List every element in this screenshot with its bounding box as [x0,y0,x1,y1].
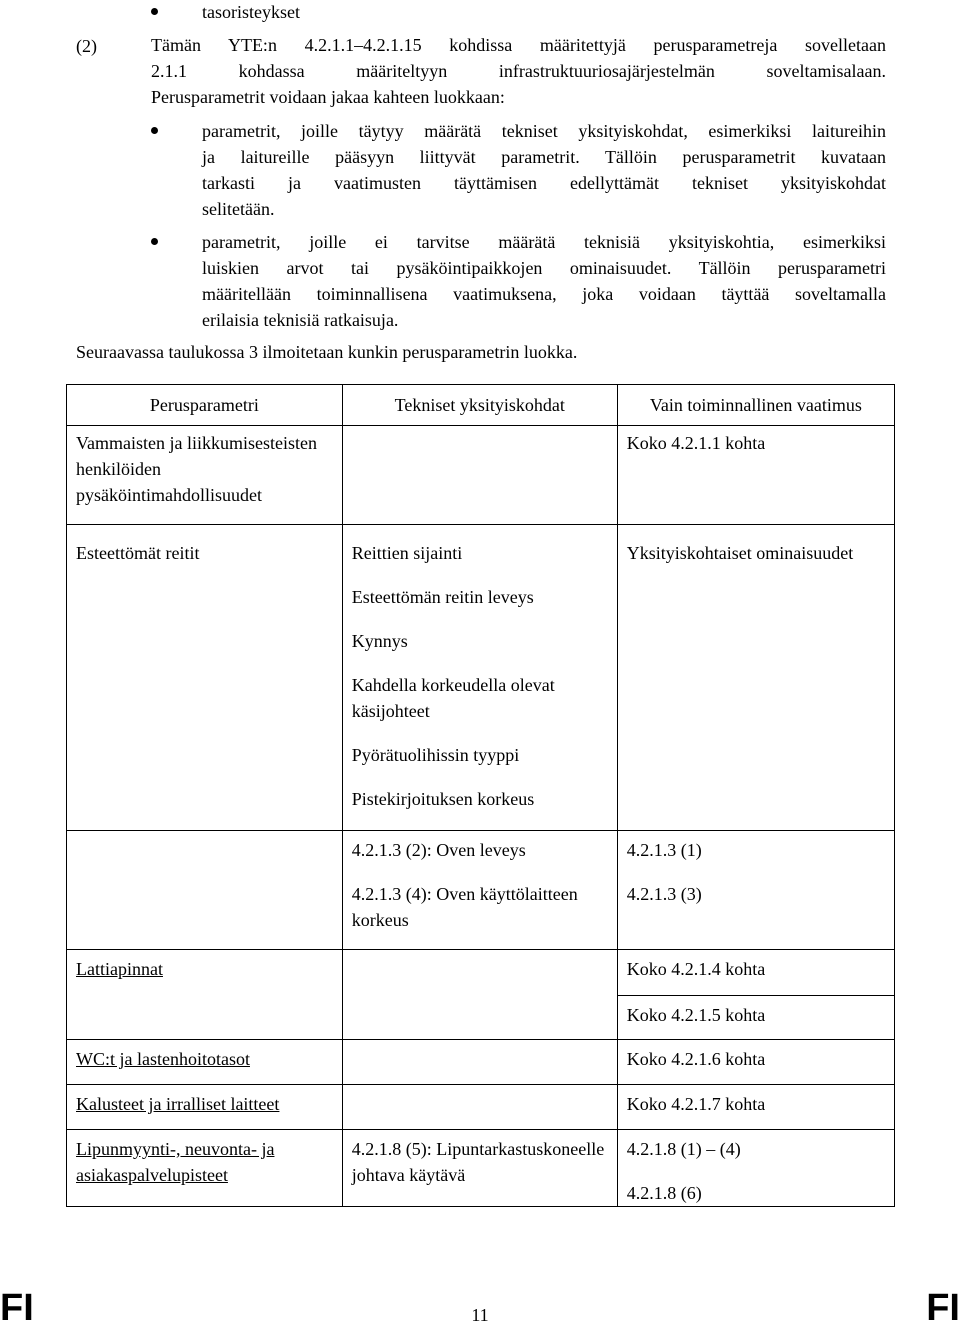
bullet-1-line-2: ja laitureille pääsyyn liittyvät parametrit. Tällöin perusparametrit kuvataan [202,147,886,167]
detail-item: Kahdella korkeudella olevat käsijohteet [351,675,555,721]
cell-param [67,996,343,1040]
cell-param: Vammaisten ja liikkumisesteisten henkilöiden pysäköintimahdollisuudet [67,426,343,525]
param-link-text: Lattiapinnat [76,959,163,979]
table-row [67,525,895,831]
table-row [67,426,895,525]
cell-functional [617,1130,894,1207]
paragraph-2 [151,32,886,110]
functional-item: 4.2.1.3 (1) [626,840,702,860]
cell-details: 4.2.1.8 (5): Lipuntarkastuskoneelle johtava käytävä [342,1130,617,1207]
table-row [67,1085,895,1130]
functional-item: 4.2.1.8 (6) [626,1183,702,1203]
bullet-1-line-4: selitetään. [202,199,275,219]
page-number: 11 [471,1305,489,1325]
table-row [67,1040,895,1085]
bullet-2-line-4: erilaisia teknisiä ratkaisuja. [202,310,399,330]
cell-functional: Yksityiskohtaiset ominaisuudet [617,525,894,831]
table-row [67,831,895,950]
cell-functional: Koko 4.2.1.6 kohta [617,1040,894,1085]
header-perusparametri: Perusparametri [67,385,343,426]
cell-param [67,831,343,950]
bullet-2-line-1: parametrit, joille ei tarvitse määrätä teknisiä yksityiskohtia, esimerkiksi [202,232,886,252]
header-tekniset: Tekniset yksityiskohdat [342,385,617,426]
cell-param [67,1040,343,1085]
cell-details [342,1085,617,1130]
param-link-text: WC:t ja lastenhoitotasot [76,1049,250,1069]
footer-language-right: FI [926,1287,960,1329]
table-header-row [67,385,895,426]
cell-details [342,996,617,1040]
cell-details [342,1040,617,1085]
detail-item: Reittien sijainti [351,543,463,563]
bullet-1-line-3: tarkasti ja vaatimusten täyttämisen edellyttämät tekniset yksityiskohdat [202,173,886,193]
cell-details [342,426,617,525]
bullet-item-tasoristeykset: tasoristeykset [202,2,300,22]
bullet-2-line-3: määritellään toiminnallisena vaatimuksena, joka voidaan täyttää soveltamalla [202,284,886,304]
detail-item: Pistekirjoituksen korkeus [351,789,535,809]
cell-functional: Koko 4.2.1.7 kohta [617,1085,894,1130]
param-link-text: Lipunmyynti-, neuvonta- ja asiakaspalvelupisteet [76,1139,275,1185]
detail-item: Kynnys [351,631,408,651]
table-row [67,950,895,996]
bullet-marker [151,127,158,134]
param-link-text: Kalusteet ja irralliset laitteet [76,1094,280,1114]
bullet-marker [151,238,158,245]
table-row [67,996,895,1040]
bullet-marker [151,8,158,15]
bullet-1-line-1: parametrit, joille täytyy määrätä tekniset yksityiskohdat, esimerkiksi laitureihin [202,121,886,141]
parameter-table [66,384,895,1207]
cell-details [342,831,617,950]
cell-functional: Koko 4.2.1.5 kohta [617,996,894,1040]
table-row [67,1130,895,1207]
cell-param [67,1085,343,1130]
detail-item: 4.2.1.3 (2): Oven leveys [351,840,526,860]
cell-functional: Koko 4.2.1.4 kohta [617,950,894,996]
paragraph-2-line-1: Tämän YTE:n 4.2.1.1–4.2.1.15 kohdissa määritettyjä perusparametreja sovelletaan [151,35,886,55]
detail-item: 4.2.1.3 (4): Oven käyttölaitteen korkeus [351,884,578,930]
cell-functional [617,831,894,950]
cell-param [67,1130,343,1207]
functional-item: 4.2.1.8 (1) – (4) [626,1139,741,1159]
detail-item: Esteettömän reitin leveys [351,587,534,607]
cell-param: Esteettömät reitit [67,525,343,831]
header-toiminnallinen: Vain toiminnallinen vaatimus [617,385,894,426]
cell-param [67,950,343,996]
bullet-2-line-2: luiskien arvot tai pysäköintipaikkojen ominaisuudet. Tällöin perusparametri [202,258,886,278]
detail-item: Pyörätuolihissin tyyppi [351,745,520,765]
paragraph-2-line-2: 2.1.1 kohdassa määriteltyyn infrastruktuuriosajärjestelmän soveltamisalaan. [151,61,886,81]
paragraph-2-line-3: Perusparametrit voidaan jakaa kahteen luokkaan: [151,87,505,107]
paragraph-number: (2) [76,36,97,56]
cell-details [342,950,617,996]
bullet-item-1 [202,118,886,222]
table-intro: Seuraavassa taulukossa 3 ilmoitetaan kunkin perusparametrin luokka. [76,342,578,362]
footer-language-left: FI [0,1287,34,1329]
cell-functional: Koko 4.2.1.1 kohta [617,426,894,525]
cell-details [342,525,617,831]
functional-item: 4.2.1.3 (3) [626,884,702,904]
bullet-item-2 [202,229,886,333]
